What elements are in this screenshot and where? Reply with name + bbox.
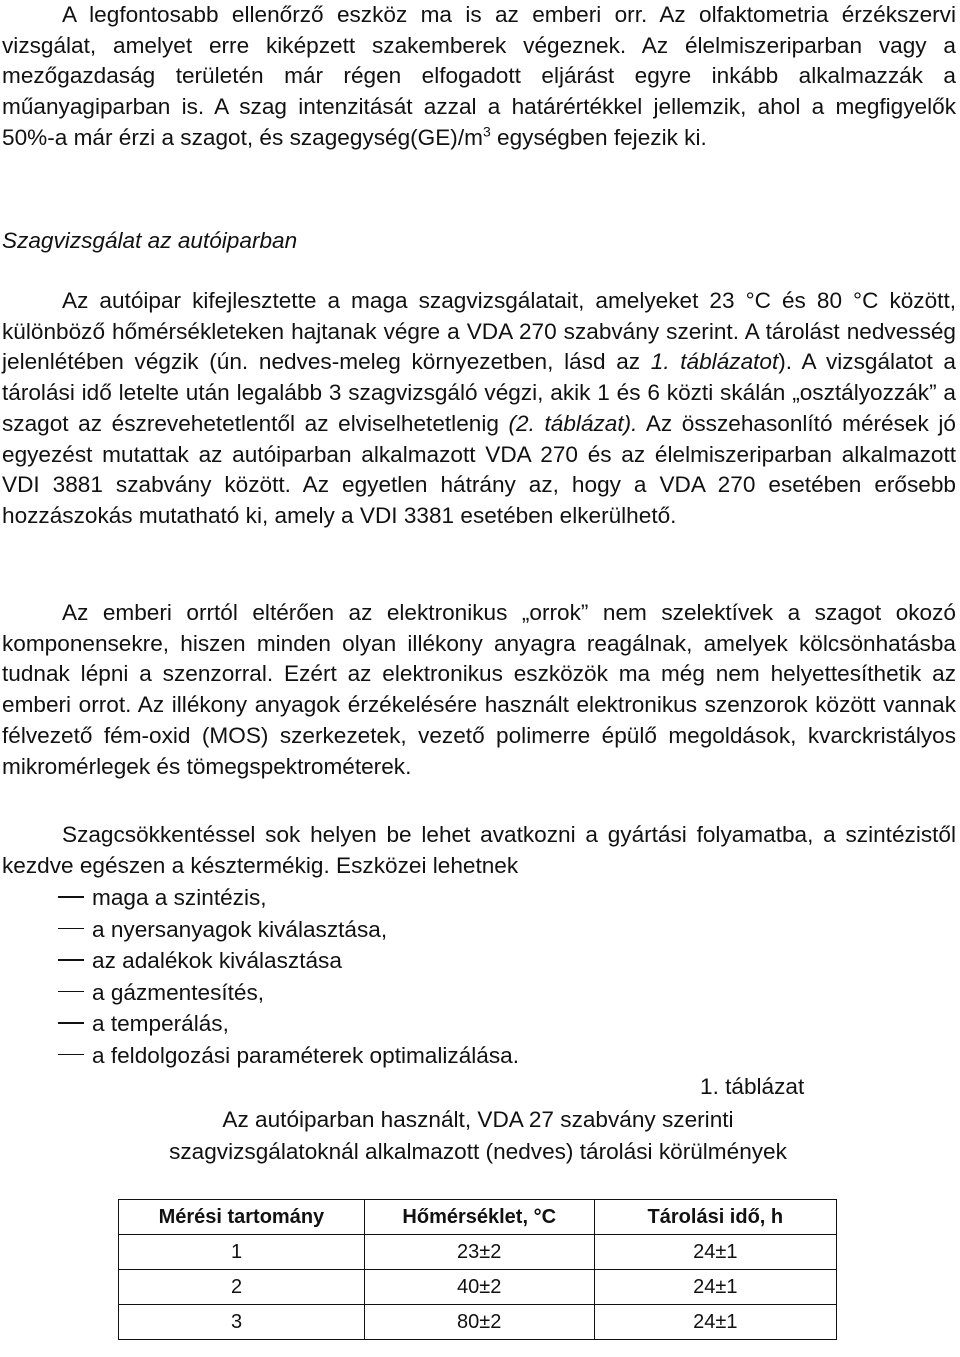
cell-storage-time: 24±1 xyxy=(594,1270,836,1305)
list-item xyxy=(2,1008,702,1040)
cell-range: 1 xyxy=(119,1235,365,1270)
cell-range: 2 xyxy=(119,1270,365,1305)
dash-bullet xyxy=(58,896,84,898)
table-row xyxy=(119,1270,837,1305)
odor-reduction-paragraph: Szagcsökkentéssel sok helyen be lehet avatkozni a gyártási folyamatba, a szintézistől kezdve egészen a késztermékig. Eszközei lehetnek xyxy=(2,822,956,878)
cell-storage-time: 24±1 xyxy=(594,1235,836,1270)
table-reference-1: 1. táblázatot xyxy=(650,349,779,375)
intro-paragraph xyxy=(2,0,956,154)
automotive-text-c: Az összehasonlító mérések jó egyezést mutattak az autóiparban alkalmazott VDA 270 és az élelmiszeriparban alkalmazott VDI 3881 szabvány között. Az egyetlen hátrány az, hogy a VDA 270 esetében erősebb hozzászokás mutatható ki, amely a VDI 3381 esetében elkerülhető. xyxy=(2,410,956,528)
column-header-storage-time: Tárolási idő, h xyxy=(594,1200,836,1235)
electronic-nose-paragraph: Az emberi orrtól eltérően az elektronikus „orrok” nem szelektívek a szagot okozó komponensekre, hiszen minden olyan illékony anyagra reagálnak, amelyek kölcsönhatásba tudnak lépni a szenzorral. Ezért az elektronikus eszközök ma még nem helyettesíthetik az emberi orrot. Az illékony anyagok érzékelésére használt elektronikus szenzorok között vannak félvezető fém-oxid (MOS) szerkezetek, vezető polimerre épülő megoldások, kvarckristályos mikromérlegek és tömegspektrométerek. xyxy=(2,600,956,779)
dash-bullet xyxy=(58,991,84,993)
list-item-text: a gázmentesítés, xyxy=(92,979,265,1005)
list-item-text: az adalékok kiválasztása xyxy=(92,948,342,973)
superscript-three: 3 xyxy=(482,123,491,140)
automotive-text-b: ). A vizsgálatot a tárolási idő letelte után legalább 3 szagvizsgáló végzi, akik 1 és 6 közti skálán „osztályozzák” a szagot az észrevehetetlentől az elviselhetetlenig xyxy=(2,349,956,436)
table-title-line-1: Az autóiparban használt, VDA 27 szabvány szerinti xyxy=(222,1107,734,1132)
dash-bullet xyxy=(58,1022,84,1024)
list-item xyxy=(2,945,702,977)
section-heading: Szagvizsgálat az autóiparban xyxy=(2,228,298,253)
automotive-text-a: Az autóipar kifejlesztette a maga szagvizsgálatait, amelyeket 23 °C és 80 °C között, különböző hőmérsékleteken hajtanak végre a VDA 270 szabvány szerint. A tárolást nedvesség jelenlétében végzik (ún. nedves-meleg környezetben, lásd az xyxy=(2,288,956,375)
storage-conditions-table xyxy=(118,1199,837,1340)
column-header-temperature: Hőmérséklet, °C xyxy=(364,1200,594,1235)
list-item-text: maga a szintézis, xyxy=(92,885,267,910)
table-row xyxy=(119,1235,837,1270)
list-item xyxy=(2,1040,702,1072)
cell-storage-time: 24±1 xyxy=(594,1305,836,1340)
cell-temperature: 23±2 xyxy=(364,1235,594,1270)
dash-bullet xyxy=(58,928,84,930)
cell-temperature: 80±2 xyxy=(364,1305,594,1340)
dash-bullet xyxy=(58,959,84,961)
table-reference-2: (2. táblázat). xyxy=(508,410,638,436)
intro-text: A legfontosabb ellenőrző eszköz ma is az emberi orr. Az olfaktometria érzékszervi vizsgálat, amelyet erre kiképzett szakemberek végeznek. Az élelmiszeriparban vagy a mezőgazdaság területén már régen elfogadott eljárást egyre inkább alkalmazzák a műanyagiparban is. A szag intenzitását azzal a határértékkel jellemzik, ahol a megfigyelők 50%-a már érzi a szagot, és szagegység(GE)/m xyxy=(2,2,956,150)
table-title xyxy=(88,1104,868,1167)
list-item-text: a temperálás, xyxy=(92,1011,229,1036)
table-header-row xyxy=(119,1200,837,1235)
list-item xyxy=(2,977,702,1009)
intro-text-end: egységben fejezik ki. xyxy=(490,124,707,150)
automotive-paragraph xyxy=(2,286,956,532)
list-item-text: a nyersanyagok kiválasztása, xyxy=(92,916,388,942)
list-item xyxy=(2,914,702,946)
table-row xyxy=(119,1305,837,1340)
table-number: 1. táblázat xyxy=(700,1074,805,1099)
cell-range: 3 xyxy=(119,1305,365,1340)
column-header-range: Mérési tartomány xyxy=(119,1200,365,1235)
list-item-text: a feldolgozási paraméterek optimalizálása. xyxy=(92,1042,519,1068)
dash-bullet xyxy=(58,1054,84,1056)
odor-reduction-list xyxy=(2,882,702,1071)
cell-temperature: 40±2 xyxy=(364,1270,594,1305)
list-item xyxy=(2,882,702,914)
table-title-line-2: szagvizsgálatoknál alkalmazott (nedves) tárolási körülmények xyxy=(169,1138,787,1164)
